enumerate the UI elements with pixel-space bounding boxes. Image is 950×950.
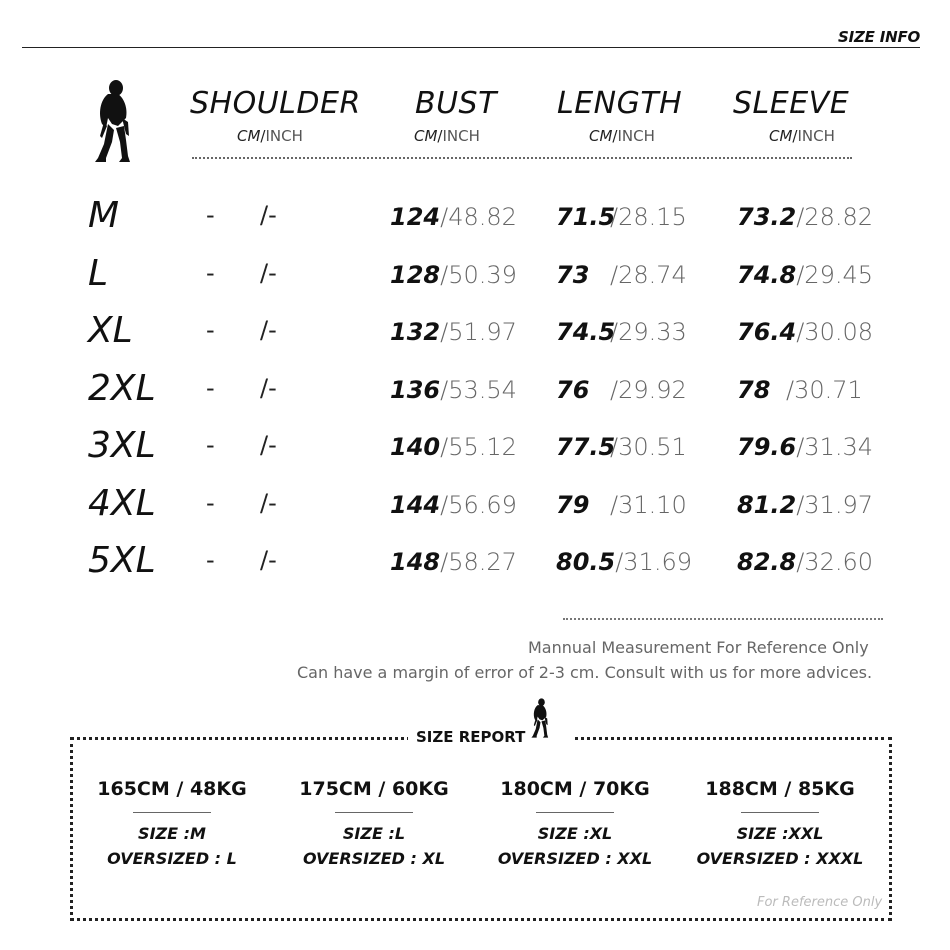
size-info-title: SIZE INFO [838, 28, 921, 46]
length-inch: /29.33 [610, 318, 687, 346]
length-cm: 76 [556, 376, 590, 404]
report-size: SIZE :M [138, 824, 206, 843]
sleeve-value: 82.8/32.60 [737, 548, 874, 576]
shoulder-inch: /- [260, 201, 277, 229]
sleeve-inch: /30.71 [786, 376, 863, 404]
length-inch: /30.51 [610, 433, 687, 461]
sleeve-cm: 78 [737, 376, 771, 404]
margin-note: Can have a margin of error of 2-3 cm. Consult with us for more advices. [297, 663, 873, 682]
table-row [0, 425, 950, 475]
bust-value: 144/56.69 [390, 491, 517, 519]
bust-value: 148/58.27 [390, 548, 517, 576]
size-label: 5XL [88, 540, 156, 581]
report-item [690, 778, 870, 878]
report-body-measure: 165CM / 48KG [97, 778, 247, 800]
table-row [0, 368, 950, 418]
length-cm: 74.5 [556, 318, 616, 346]
shoulder-cm: - [206, 546, 215, 574]
length-inch: /31.10 [610, 491, 687, 519]
size-label: M [88, 195, 120, 236]
length-cm: 73 [556, 261, 590, 289]
shoulder-cm: - [206, 374, 215, 402]
shoulder-inch: /- [260, 431, 277, 459]
table-row [0, 540, 950, 590]
ape-figure-icon [530, 694, 552, 742]
shoulder-cm: - [206, 431, 215, 459]
table-row [0, 310, 950, 360]
report-size: SIZE :XL [537, 824, 613, 843]
report-oversized: OVERSIZED : L [107, 849, 237, 868]
report-body-measure: 180CM / 70KG [500, 778, 650, 800]
table-row [0, 483, 950, 533]
bust-value: 136/53.54 [390, 376, 517, 404]
column-unit-length: CM/INCH [589, 127, 655, 145]
header-divider [22, 47, 920, 48]
report-divider [536, 812, 614, 813]
length-value: 80.5/31.69 [556, 548, 693, 576]
column-title-bust: BUST [415, 86, 497, 121]
ape-figure-icon [92, 78, 138, 164]
report-item [284, 778, 464, 878]
report-body-measure: 175CM / 60KG [299, 778, 449, 800]
report-oversized: OVERSIZED : XXXL [696, 849, 864, 868]
length-inch: /28.74 [610, 261, 687, 289]
length-cm: 77.5 [556, 433, 616, 461]
bust-value: 128/50.39 [390, 261, 517, 289]
report-body-measure: 188CM / 85KG [705, 778, 855, 800]
column-title-length: LENGTH [557, 86, 683, 121]
header-dotted-divider [192, 157, 852, 161]
report-oversized: OVERSIZED : XXL [497, 849, 653, 868]
column-title-shoulder: SHOULDER [190, 86, 361, 121]
shoulder-cm: - [206, 259, 215, 287]
length-cm: 79 [556, 491, 590, 519]
report-divider [335, 812, 413, 813]
length-inch: /28.15 [610, 203, 687, 231]
column-unit-sleeve: CM/INCH [769, 127, 835, 145]
column-unit-bust: CM/INCH [414, 127, 480, 145]
column-title-sleeve: SLEEVE [733, 86, 850, 121]
shoulder-inch: /- [260, 374, 277, 402]
sleeve-value: 76.4/30.08 [737, 318, 874, 346]
bust-value: 124/48.82 [390, 203, 517, 231]
shoulder-inch: /- [260, 489, 277, 517]
column-unit-shoulder: CM/INCH [237, 127, 303, 145]
report-item [485, 778, 665, 878]
size-label: 3XL [88, 425, 156, 466]
size-label: L [88, 253, 109, 294]
report-oversized: OVERSIZED : XL [302, 849, 446, 868]
table-row [0, 253, 950, 303]
size-report-header [408, 722, 574, 754]
size-label: 4XL [88, 483, 156, 524]
bust-value: 132/51.97 [390, 318, 517, 346]
bust-value: 140/55.12 [390, 433, 517, 461]
shoulder-cm: - [206, 316, 215, 344]
sleeve-value: 81.2/31.97 [737, 491, 874, 519]
shoulder-inch: /- [260, 316, 277, 344]
report-size: SIZE :L [342, 824, 406, 843]
reference-footnote: For Reference Only [757, 895, 883, 910]
shoulder-cm: - [206, 489, 215, 517]
report-size: SIZE :XXL [736, 824, 824, 843]
length-inch: /29.92 [610, 376, 687, 404]
size-label: XL [88, 310, 133, 351]
shoulder-inch: /- [260, 259, 277, 287]
sleeve-value: 74.8/29.45 [737, 261, 874, 289]
report-item [82, 778, 262, 878]
notes-dotted-divider [563, 618, 883, 620]
table-row [0, 195, 950, 245]
report-divider [133, 812, 211, 813]
report-divider [741, 812, 819, 813]
shoulder-inch: /- [260, 546, 277, 574]
length-cm: 71.5 [556, 203, 616, 231]
size-report-title: SIZE REPORT [416, 728, 526, 746]
shoulder-cm: - [206, 201, 215, 229]
sleeve-value: 73.2/28.82 [737, 203, 874, 231]
size-label: 2XL [88, 368, 156, 409]
sleeve-value: 79.6/31.34 [737, 433, 874, 461]
measurement-note: Mannual Measurement For Reference Only [528, 638, 869, 657]
